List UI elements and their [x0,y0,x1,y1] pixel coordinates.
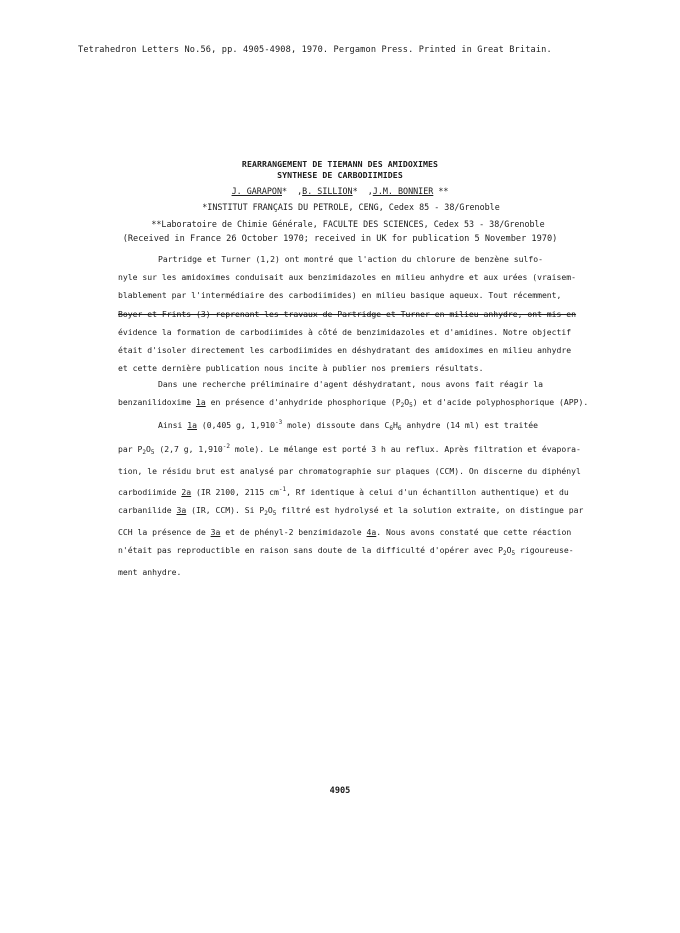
text-run: rigoureuse- [515,545,574,556]
text-run: filtré est hydrolysé et la solution extraite, on distingue par [276,504,584,515]
text-line: était d'isoler directement les carbodiimides en déshydratant des amidoximes en milieu anhydre [118,345,572,356]
text-run: (IR 2100, 2115 cm [191,486,279,497]
text-run: et de phényl-2 benzimidazole [220,527,367,538]
text-line [118,393,614,415]
superscript: -2 [222,443,230,451]
compound-ref: 3a [210,527,221,538]
compound-ref: 3a [176,504,187,515]
text-line: tion, le résidu brut est analysé par chromatographie sur plaques (CCM). On discerne du diphényl [118,466,581,477]
text-run: benzanilidoxime [118,397,196,408]
text-run: , Rf identique à celui d'un échantillon authentique) et du [286,486,569,497]
text-run: O [404,397,410,408]
text-line-struck: Boyer et Frints (3) reprenant les travaux de Partridge et Turner en milieu anhydre, ont mis en [118,308,577,319]
compound-ref: 4a [366,527,377,538]
text-run: (0,405 g, 1,910 [197,420,275,430]
article-title-line1: REARRANGEMENT DE TIEMANN DES AMIDOXIMES [241,159,439,169]
text-run: n'était pas reproductible en raison sans doute de la difficulté d'opérer avec P [118,545,503,556]
text-line [118,438,614,462]
text-run: mole). Le mélange est porté 3 h au reflux. Après filtration et évapora- [229,444,581,455]
text-run: . Nous avons constaté que cette réaction [376,527,572,538]
subscript: 2 [400,402,405,410]
subscript: 5 [511,550,516,558]
text-line: Dans une recherche préliminaire d'agent déshydratant, nous avons fait réagir la [158,379,543,389]
article-title-line2: SYNTHESE DE CARBODIIMIDES [277,170,403,180]
author-name: B. SILLION [302,186,353,196]
text-run: carbodiimide [118,486,182,497]
author-list: J. GARAPON* ,B. SILLION* ,J.M. BONNIER ** [231,186,449,196]
compound-ref: 1a [195,397,206,408]
text-run: anhydre (14 ml) est traitée [401,420,538,430]
text-run: O [267,504,273,515]
superscript: -3 [274,419,283,426]
text-line: ment anhydre. [118,567,182,578]
paragraph-1 [118,250,614,377]
subscript: 5 [150,449,155,457]
text-run: en présence d'anhydride phosphorique (P [205,397,401,408]
author-mark: ** [438,186,449,196]
paragraph-3 [118,414,614,582]
subscript: 2 [264,509,268,517]
text-line: évidence la formation de carbodiimides à côté de benzimidazoles et d'amidines. Notre objectif [118,326,572,337]
received-dates: (Received in France 26 October 1970; received in UK for publication 5 November 1970) [122,234,558,244]
subscript: 2 [502,550,507,558]
text-run: H [393,420,398,430]
text-line: Partridge et Turner (1,2) ont montré que l'action du chlorure de benzène sulfo- [158,254,543,264]
text-line: et cette dernière publication nous incite à publier nos premiers résultats. [118,363,484,374]
text-line [118,523,614,541]
affiliation-1: *INSTITUT FRANÇAIS DU PETROLE, CENG, Cedex 85 - 38/Grenoble [202,202,500,212]
text-run: CCH la présence de [118,527,211,538]
compound-ref: 2a [181,486,192,497]
subscript: 6 [389,425,394,432]
text-line: nyle sur les amidoximes conduisait aux benzimidazoles en milieu anhydre et aux urées (vraisem- [118,272,577,283]
text-run: par P [118,444,143,455]
text-run: (2,7 g, 1,910 [154,444,223,455]
text-line: blablement par l'intermédiaire des carbodiimides) en milieu basique aqueux. Tout récemment, [118,290,562,301]
text-line [118,501,614,523]
text-line [118,414,614,438]
running-head: Tetrahedron Letters No.56, pp. 4905-4908, 1970. Pergamon Press. Printed in Great Britain. [78,45,552,55]
text-line [118,541,614,563]
text-run: (IR, CCM). Si P [186,504,265,515]
author-name: J.M. BONNIER [372,186,434,196]
page-number: 4905 [329,786,351,796]
subscript: 5 [409,402,413,410]
affiliation-2: **Laboratoire de Chimie Générale, FACULTE DES SCIENCES, Cedex 53 - 38/Grenoble [151,219,545,229]
author-mark: * [281,186,288,196]
paragraph-2 [118,375,614,415]
subscript: 5 [272,509,277,517]
text-line [118,481,614,501]
text-run: ) et d'acide polyphosphorique (APP). [412,397,589,408]
author-name: J. GARAPON [231,186,282,196]
text-run: Ainsi [158,420,188,430]
text-run: carbanilide [118,504,177,515]
subscript: 2 [142,449,146,457]
superscript: -1 [278,485,287,493]
text-run: O [146,444,151,455]
text-run: O [506,545,512,556]
subscript: 6 [397,425,402,432]
compound-ref: 1a [187,420,197,430]
text-run: mole) dissoute dans C [282,420,390,430]
author-mark: * [352,186,358,196]
